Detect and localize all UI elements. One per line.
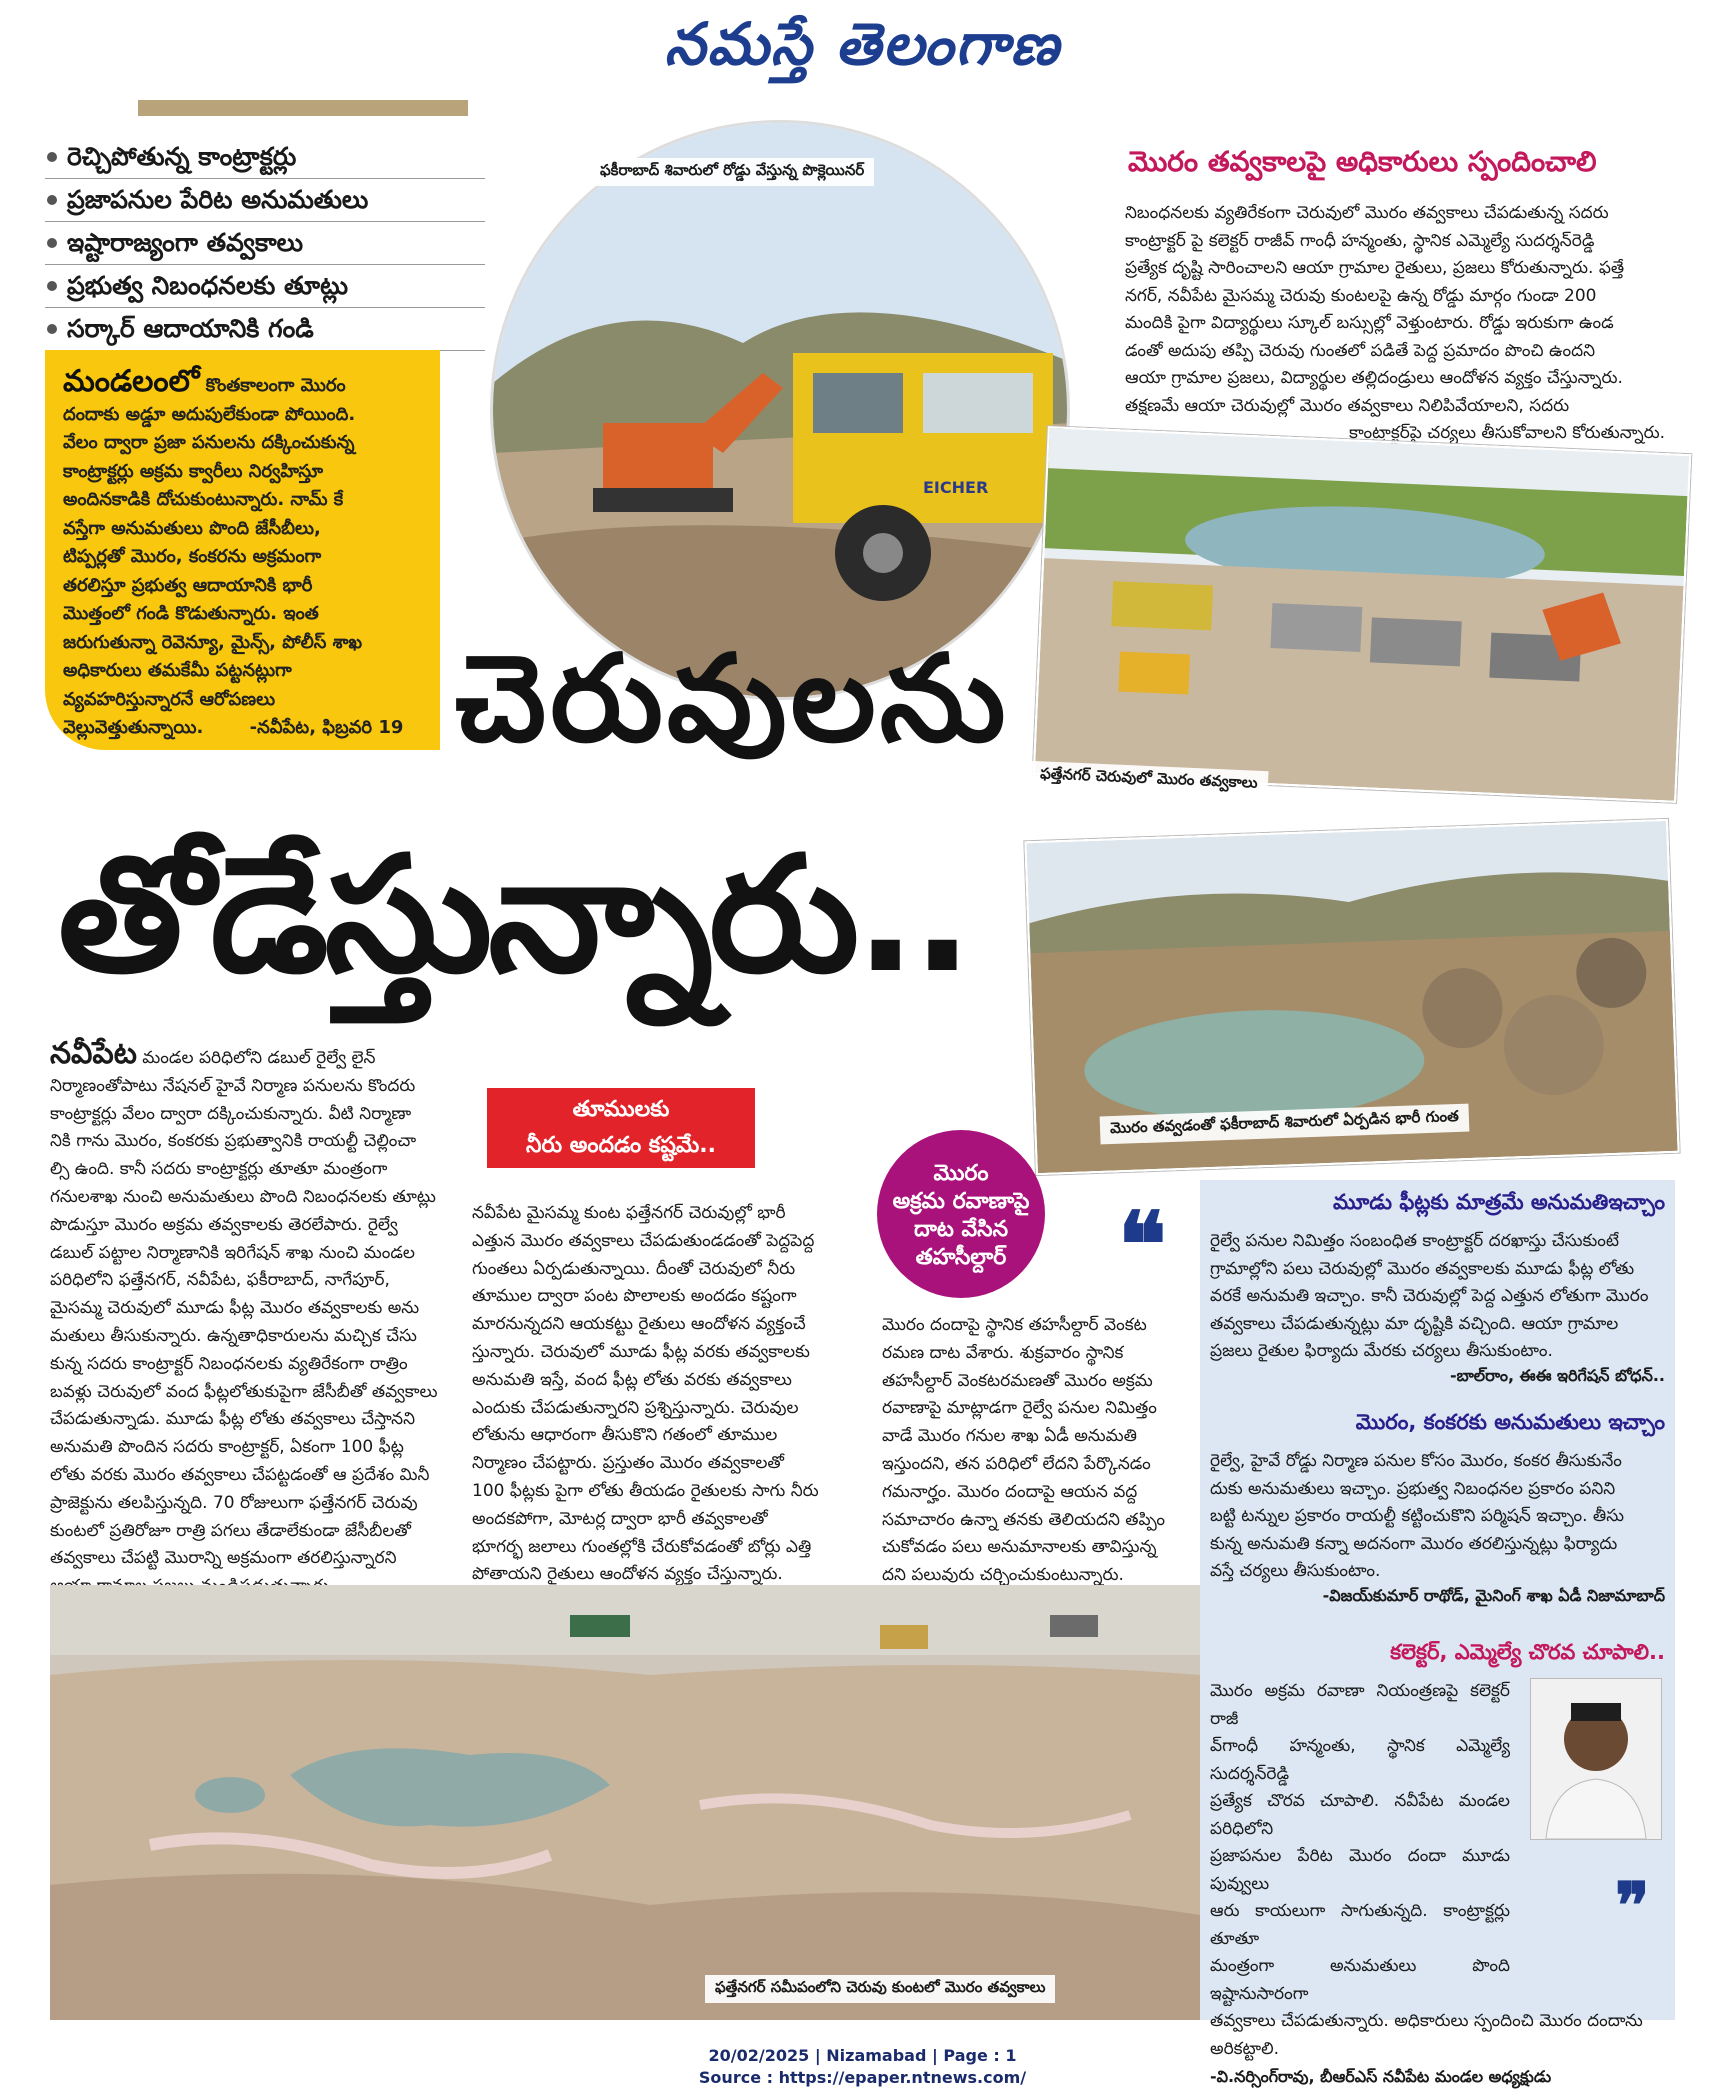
intro-text: మండలంలో కొంతకాలంగా మొరం దందాకు అడ్డూ అదుపులేకుండా పోయింది. వేలం ద్వారా ప్రజా పనులను దక్కించుకున్న కాంట్రాక్టర్లు అక్రమ క్వారీలు నిర్వహిస్తూ అందినకాడికి దోచుకుంటున్నారు. నామ్ కే వస్తేగా అనుమతులు పొంది జేసీబీలు, టిప్పర్లతో మొరం, కంకరను అక్రమంగా తరలిస్తూ ప్రభుత్వ ఆదాయానికి భారీ మొత్తంలో గండి కొడుతున్నారు. ఇంత జరుగుతున్నా రెవెన్యూ, మైన్స్, పోలీస్ శాఖ అధికారులు తమకేమీ పట్టనట్లుగా వ్యవహరిస్తున్నారనే ఆరోపణలు వెల్లువెత్తుతున్నాయి. -నవీపేట, ఫిబ్రవరి 19 xyxy=(63,364,404,738)
bullet-item: ప్రభుత్వ నిబంధనలకు తూట్లు xyxy=(45,265,485,308)
circle-photo-caption: ఫకీరాబాద్ శివారులో రోడ్డు వేస్తున్న పొక్లెయినర్ xyxy=(590,158,874,186)
quote-mining: మొరం, కంకరకు అనుమతులు ఇచ్చాం రైల్వే, హైవే రోడ్డు నిర్మాణ పనుల కోసం మొరం, కంకర తీసుకునేం దుకు అనుమతులు ఇచ్చాం. ప్రభుత్వ నిబంధనల ప్రకారం పనిని బట్టి టన్నుల ప్రకారం రాయల్టీ కట్టించుకొని పర్మిషన్ ఇచ్చాం. తీసు కున్న అనుమతి కన్నా అదనంగా మొరం తరలిస్తున్నట్లు ఫిర్యాదు వస్తే చర్యలు తీసుకుంటాం. -విజయ్‌కుమార్ రాథోడ్, మైనింగ్ శాఖ ఏడీ నిజామాబాద్ xyxy=(1210,1410,1665,1609)
headline-line1: చెరువులను xyxy=(455,630,1010,769)
side-story-text: నిబంధనలకు వ్యతిరేకంగా చెరువులో మొరం తవ్వకాలు చేపడుతున్న సదరు కాంట్రాక్టర్ పై కలెక్టర్ రాజీవ్ గాంధీ హన్మంతు, స్థానిక ఎమ్మెల్యే సుదర్శన్‌రెడ్డి ప్రత్యేక దృష్టి సారించాలని ఆయా గ్రామాల రైతులు, ప్రజలు కోరుతున్నారు. ఫత్తే నగర్, నవీపేట మైసమ్మ చెరువు కుంటలపై ఉన్న రోడ్డు మార్గం గుండా 200 మందికి పైగా విద్యార్థులు స్కూల్ బస్సుల్లో వెళ్తుంటారు. రోడ్డు ఇరుకుగా ఉండ డంతో అదుపు తప్పి చెరువు గుంతలో పడితే పెద్ద ప్రమాదం పొంచి ఉందని ఆయా గ్రామాల ప్రజలు, విద్యార్థుల తల్లిదండ్రులు ఆందోళన వ్యక్తం చేస్తున్నారు. తక్షణమే ఆయా చెరువుల్లో మొరం తవ్వకాలు నిలిపివేయాలని, సదరు కాంట్రాక్టర్‌పై చర్యలు తీసుకోవాలని కోరుతున్నారు. xyxy=(1125,203,1665,443)
quote-brs: కలెక్టర్, ఎమ్మెల్యే చొరవ చూపాలి.. మొరం అక్రమ రవాణా నియంత్రణపై కలెక్టర్ రాజీ వ్‌గాంధీ హన్మంతు, స్థానిక ఎమ్మెల్యే సుదర్శన్‌రెడ్డి ప్రత్యేక చొరవ చూపాలి. నవీపేట మండల పరిధిలోని ప్రజాపనుల పేరిట మొరం దందా మూడు పువ్వులు ఆరు కాయలుగా సాగుతున్నది. కాంట్రాక్టర్లు తూతూ మంత్రంగా అనుమతులు పొంది ఇష్టానుసారంగా తవ్వకాలు చేపడుతున్నారు. అధికారులు స్పందించి మొరం దందాను అరికట్టాలి. -వి.నర్సింగ్‌రావు, బీఆర్ఎస్ నవీపేట మండల అధ్యక్షుడు xyxy=(1210,1640,1665,2090)
excavation-scene-illustration xyxy=(493,123,1070,700)
body-column-3: మొరం దందాపై స్థానిక తహసీల్దార్ వెంకట రమణ దాట వేశారు. శుక్రవారం స్థానిక తహసీల్దార్ వెంకటరమణతో మొరం అక్రమ రవాణాపై మాట్లాడగా రైల్వే పనుల నిమిత్తం వాడే మొరం గనుల శాఖ ఏడీ అనుమతి ఇస్తుందని, తన పరిధిలో లేదని పేర్కొనడం గమనార్హం. మొరం దందాపై ఆయన వద్ద సమాచారం ఉన్నా తనకు తెలియదని తప్పిం చుకోవడం పలు అనుమానాలకు తావిస్తున్న దని పలువురు చర్చించుకుంటున్నారు. xyxy=(882,1315,1165,1586)
footer-source: Source : https://epaper.ntnews.com/ xyxy=(698,2068,1027,2087)
magenta-callout: మొరం అక్రమ రవాణాపై దాట వేసిన తహసీల్దార్ xyxy=(877,1130,1045,1298)
pond-trucks-photo xyxy=(1033,426,1692,803)
bullet-item: ప్రజాపనుల పేరిట అనుమతులు xyxy=(45,179,485,222)
quote-irrigation: మూడు ఫీట్లకు మాత్రమే అనుమతిఇచ్చాం రైల్వే పనుల నిమిత్తం సంబంధిత కాంట్రాక్టర్ దరఖాస్తు చేసుకుంటే గ్రామాల్లోని పలు చెరువుల్లో మొరం తవ్వకాలకు మూడు ఫీట్ల లోతు వరకే అనుమతి ఇచ్చాం. కానీ చెరువుల్లో పెద్ద ఎత్తున లోతుగా మొరం తవ్వకాలు చేపడుతున్నట్లు మా దృష్టికి వచ్చింది. ఆయా గ్రామాల ప్రజలు రైతుల ఫిర్యాదు మేరకు చర్యలు తీసుకుంటాం. -బాల్‌రాం, ఈఈ ఇరిగేషన్ బోధన్.. xyxy=(1210,1190,1665,1389)
quote-signature: -విజయ్‌కుమార్ రాథోడ్, మైనింగ్ శాఖ ఏడీ నిజామాబాద్ xyxy=(1322,1585,1665,1605)
bullet-item: రెచ్చిపోతున్న కాంట్రాక్టర్లు xyxy=(45,136,485,179)
pond-pit-photo xyxy=(50,1585,1200,2020)
section-bar xyxy=(138,100,468,116)
intro-box xyxy=(45,350,440,750)
avatar xyxy=(1530,1678,1662,1840)
quote-signature: -బాల్‌రాం, ఈఈ ఇరిగేషన్ బోధన్.. xyxy=(1449,1365,1665,1385)
headline-line2: తోడేస్తున్నారు.. xyxy=(58,821,969,1008)
rocky-pit-caption: మొరం తవ్వడంతో ఫకీరాబాద్ శివారులో ఏర్పడిన భారీ గుంత xyxy=(1100,1104,1470,1145)
side-story xyxy=(1125,200,1665,448)
side-story-heading: మొరం తవ్వకాలపై అధికారులు స్పందించాలి xyxy=(1128,145,1597,178)
pond-pit-caption: ఫత్తేనగర్ సమీపంలోని చెరువు కుంటలో మొరం తవ్వకాలు xyxy=(705,1975,1055,2003)
bullet-item: ఇష్టారాజ్యంగా తవ్వకాలు xyxy=(45,222,485,265)
quote-signature: -వి.నర్సింగ్‌రావు, బీఆర్ఎస్ నవీపేట మండల అధ్యక్షుడు xyxy=(1210,2067,1552,2086)
footer-dateline: 20/02/2025 | Nizamabad | Page : 1 xyxy=(708,2046,1017,2065)
quote-open-icon: ❝ xyxy=(1118,1192,1167,1298)
body-column-1: నవీపేట మండల పరిధిలోని డబుల్ రైల్వే లైన్ నిర్మాణంతోపాటు నేషనల్ హైవే నిర్మాణ పనులను కొందరు కాంట్రాక్టర్లు వేలం ద్వారా దక్కించుకున్నారు. వీటి నిర్మాణా నికి గాను మొరం, కంకరకు ప్రభుత్వానికి రాయల్టీ చెల్లించా ల్సి ఉంది. కానీ సదరు కాంట్రాక్టర్లు తూతూ మంత్రంగా గనులశాఖ నుంచి అనుమతులు పొంది నిబంధనలకు తూట్లు పొడుస్తూ మొరం అక్రమ తవ్వకాలకు తెరలేపారు. రైల్వే డబుల్ పట్టాల నిర్మాణానికి ఇరిగేషన్ శాఖ నుంచి మండల పరిధిలోని ఫత్తేనగర్, నవీపేట, ఫకీరాబాద్, నాగేపూర్, మైసమ్మ చెరువులో మూడు ఫీట్ల మొరం తవ్వకాలకు అను మతులు తీసుకున్నారు. ఉన్నతాధికారులను మచ్చిక చేసు కున్న సదరు కాంట్రాక్టర్ నిబంధనలకు వ్యతిరేకంగా రాత్రిం బవళ్లు చెరువులో వంద ఫీట్లలోతుకుపైగా జేసీబీతో తవ్వకాలు చేపడుతున్నాడు. మూడు ఫీట్ల లోతు తవ్వకాలు చేస్తానని అనుమతి పొందిన సదరు కాంట్రాక్టర్, ఏకంగా 100 ఫీట్ల లోతు వరకు మొరం తవ్వకాలు చేపట్టడంతో ఆ ప్రదేశం మినీ ప్రాజెక్టును తలపిస్తున్నది. 70 రోజులుగా ఫత్తేనగర్ చెరువు కుంటలో ప్రతిరోజూ రాత్రి పగలు తేడాలేకుండా జేసీబీలతో తవ్వకాలు చేపట్టి మొరాన్ని అక్రమంగా తరలిస్తున్నారని xyxy=(50,1036,438,1569)
dateline: -నవీపేట, ఫిబ్రవరి 19 xyxy=(249,717,404,738)
masthead: నమస్తే తెలంగాణ xyxy=(664,10,1061,78)
truck-brand-label: EICHER xyxy=(923,478,989,497)
bullet-item: సర్కార్ ఆదాయానికి గండి xyxy=(45,308,485,351)
intro-lead: మండలంలో xyxy=(63,364,200,399)
pond-trucks-caption: ఫత్తేనగర్ చెరువులో మొరం తవ్వకాలు xyxy=(1030,761,1268,799)
quote-close-icon: ❞ xyxy=(1615,1869,1650,1944)
sub-heading-box: తూములకు నీరు అందడం కష్టమే.. xyxy=(487,1088,755,1168)
body-column-2: నవీపేట మైసమ్మ కుంట ఫత్తేనగర్ చెరువుల్లో భారీ ఎత్తున మొరం తవ్వకాలు చేపడుతుండడంతో పెద్దపెద్ద గుంతలు ఏర్పడుతున్నాయి. దీంతో చెరువులో నీరు తూముల ద్వారా పంట పొలాలకు అందడం కష్టంగా మారనున్నదని ఆయకట్టు రైతులు ఆందోళన వ్యక్తంచే స్తున్నారు. చెరువులో మూడు ఫీట్ల వరకు తవ్వకాలకు అనుమతి ఇస్తే, వంద ఫీట్ల లోతు వరకు తవ్వకాలు ఎందుకు చేపడుతున్నారని ప్రశ్నిస్తున్నారు. చెరువుల లోతును ఆధారంగా తీసుకొని గతంలో తూముల నిర్మాణం చేపట్టారు. ప్రస్తుతం మొరం తవ్వకాలతో 100 ఫీట్లకు పైగా లోతు తీయడం రైతులకు సాగు నీరు అందకపోగా, మోటర్ల ద్వారా భారీ తవ్వకాలతో భూగర్భ జలాలు గుంతల్లోకి చేరుకోవడంతో బోర్లు ఎత్తి పోతాయని రైతులు ఆందోళన వ్యక్తం చేస్తున్నారు. xyxy=(472,1203,819,1585)
body-lead: నవీపేట xyxy=(50,1036,137,1071)
circle-photo xyxy=(490,120,1070,700)
highlight-bullets xyxy=(45,136,485,351)
